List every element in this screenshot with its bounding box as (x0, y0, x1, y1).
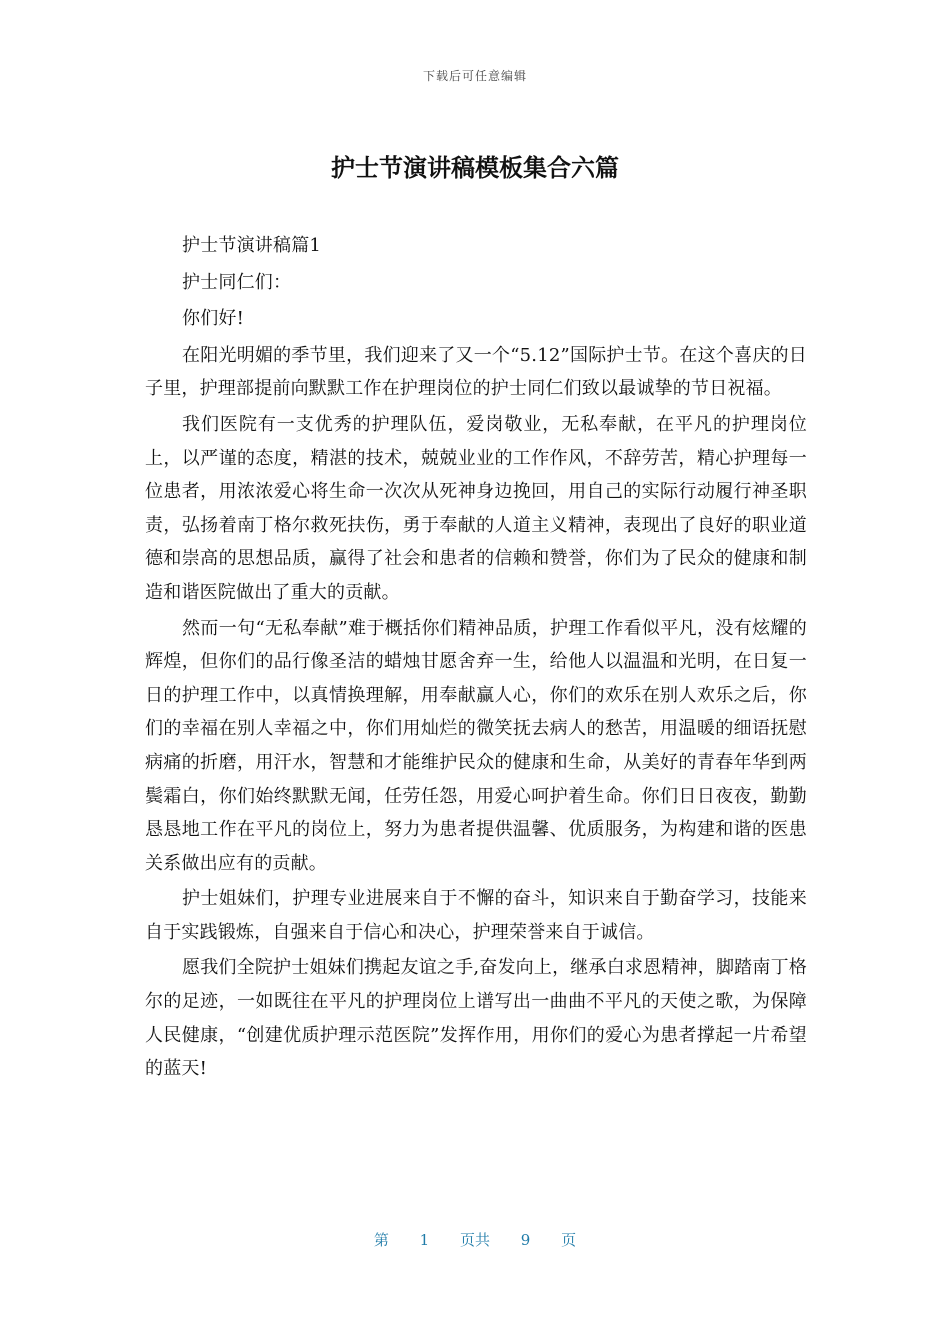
greeting: 你们好! (182, 308, 245, 330)
total-label: 页共 (459, 1231, 490, 1249)
page-label-end: 页 (561, 1231, 577, 1249)
page-counter (0, 1229, 950, 1250)
page-label: 第 (373, 1231, 389, 1249)
current-page-number: 1 (419, 1231, 430, 1249)
header-note: 下载后可任意编辑 (422, 69, 527, 83)
section-heading: 护士节演讲稿篇1 (182, 235, 322, 256)
body-paragraph: 我们医院有一支优秀的护理队伍，爱岗敬业，无私奉献，在平凡的护理岗位上，以严谨的态度，精湛的技术，兢兢业业的工作作风，不辞劳苦，精心护理每一位患者，用浓浓爱心将生命一次次从死神身边挽回，用自己的实际行动履行神圣职责，弘扬着南丁格尔救死扶伤，勇于奉献的人道主义精神，表现出了良好的职业道德和崇高的思想品质，赢得了社会和患者的信赖和赞誉，你们为了民众的健康和制造和谐医院做出了重大的贡献。 (145, 413, 807, 603)
salutation: 护士同仁们： (182, 271, 292, 293)
total-pages-number: 9 (520, 1231, 531, 1249)
document-title: 护士节演讲稿模板集合六篇 (331, 154, 619, 182)
body-paragraph: 然而一句“无私奉献”难于概括你们精神品质，护理工作看似平凡，没有炫耀的辉煌，但你们的品行像圣洁的蜡烛甘愿舍弃一生，给他人以温温和光明，在日复一日的护理工作中，以真情换理解，用奉献赢人心，你们的欢乐在别人欢乐之后，你们的幸福在别人幸福之中，你们用灿烂的微笑抚去病人的愁苦，用温暖的细语抚慰病痛的折磨，用汗水，智慧和才能维护民众的健康和生命，从美好的青春年华到两鬓霜白，你们始终默默无闻，任劳任怨，用爱心呵护着生命。你们日日夜夜，勤勤恳恳地工作在平凡的岗位上，努力为患者提供温馨、优质服务，为构建和谐的医患关系做出应有的贡献。 (145, 617, 807, 874)
body-paragraph: 在阳光明媚的季节里，我们迎来了又一个“5.12”国际护士节。在这个喜庆的日子里，护理部提前向默默工作在护理岗位的护士同仁们致以最诚挚的节日祝福。 (145, 344, 807, 400)
body-paragraph: 愿我们全院护士姐妹们携起友谊之手,奋发向上，继承白求恩精神，脚踏南丁格尔的足迹，一如既往在平凡的护理岗位上谱写出一曲曲不平凡的天使之歌，为保障人民健康，“创建优质护理示范医院”发挥作用，用你们的爱心为患者撑起一片希望的蓝天! (145, 957, 807, 1080)
document-body (145, 229, 807, 1088)
body-paragraph: 护士姐妹们，护理专业进展来自于不懈的奋斗，知识来自于勤奋学习，技能来自于实践锻炼，自强来自于信心和决心，护理荣誉来自于诚信。 (145, 888, 807, 943)
